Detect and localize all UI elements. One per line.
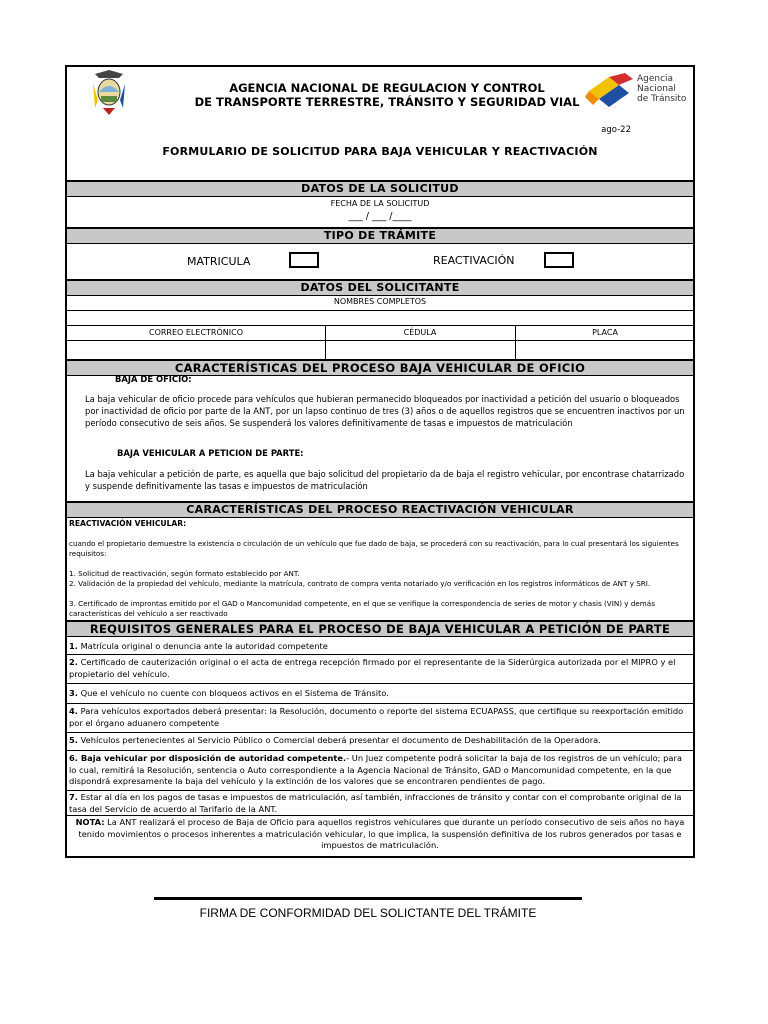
requisito-4-text: Para vehículos exportados deberá presentar: la Resolución, documento o reporte del sistema ECUAPASS, que certifique su reexportación emitido por el órgano aduanero competente <box>69 706 684 728</box>
option-matricula-label: MATRICULA <box>187 255 251 268</box>
signature-label: FIRMA DE CONFORMIDAD DEL SOLICTANTE DEL TRÁMITE <box>199 906 537 920</box>
nombres-label: NOMBRES COMPLETOS <box>333 297 427 306</box>
section-requisitos: REQUISITOS GENERALES PARA EL PROCESO DE BAJA VEHICULAR A PETICIÓN DE PARTE <box>67 620 693 637</box>
requisito-1-num: 1. <box>69 641 78 651</box>
reactivacion-subtitle: REACTIVACIÓN VEHICULAR: <box>69 519 187 528</box>
reactivacion-checkbox[interactable] <box>544 252 574 268</box>
requisito-3-num: 3. <box>69 688 78 698</box>
requisito-5-num: 5. <box>69 735 78 745</box>
requisito-3-text: Que el vehículo no cuente con bloqueos activos en el Sistema de Tránsito. <box>77 688 389 698</box>
requisito-6 <box>69 753 689 788</box>
cedula-label: CÉDULA <box>403 328 437 337</box>
baja-oficio-subtitle: BAJA DE OFICIO: <box>115 374 192 384</box>
requisito-7-num: 7. <box>69 792 78 802</box>
section-baja-oficio: CARACTERÍSTICAS DEL PROCESO BAJA VEHICULAR DE OFICIO <box>67 359 693 376</box>
signature-line[interactable] <box>154 897 582 900</box>
fecha-label: FECHA DE LA SOLICITUD <box>330 199 430 208</box>
requisito-6-text: - Un Juez competente podrá solicitar la baja de los registros de un vehículo; para lo cual, remitirá la Resolución, sentencia o Auto correspondiente a la Agencia Nacional de Tránsito, GAD o Mancomunidad competente, en la que dispondrá expresamente la baja del vehículo y la extinción de los valores que se encontraren pendientes de pago. <box>69 753 682 787</box>
ant-logo <box>585 71 695 115</box>
matricula-checkbox[interactable] <box>289 252 319 268</box>
ant-logo-icon <box>585 71 637 111</box>
nombres-field[interactable] <box>67 311 693 325</box>
ant-logo-line-3: de Tránsito <box>637 94 687 104</box>
section-tipo-tramite: TIPO DE TRÁMITE <box>67 227 693 244</box>
reactivacion-intro: cuando el propietario demuestre la existencia o circulación de un vehículo que fue dado de baja, se procederá con su reactivación, para lo cual presentará los siguientes requisitos: <box>69 539 679 559</box>
reactivacion-item-2: 2. Validación de la propiedad del vehículo, mediante la matrícula, contrato de compra venta notariado y/o verificación en los registros informáticos de ANT y SRI. <box>69 579 651 588</box>
nota-text: La ANT realizará el proceso de Baja de Oficio para aquellos registros vehiculares que durante un período consecutivo de seis años no haya tenido movimientos o procesos inherentes a matriculación vehicular, lo que implica, la suspensión definitiva de los rubros generados por tasas e impuestos de matriculación. <box>78 817 685 851</box>
reactivacion-item-3: 3. Certificado de improntas emitido por el GAD o Mancomunidad competente, en el que se verifique la correspondencia de series de motor y chasis (VIN) y demás características del vehículo a ser reactivado <box>69 599 655 619</box>
requisito-2 <box>69 657 689 680</box>
requisito-7-text: Estar al día en los pagos de tasas e impuestos de matriculación, así también, infracciones de tránsito y contar con el comprobante original de la tasa del Servicio de acuerdo al Tarifario de la ANT. <box>69 792 682 814</box>
section-datos-solicitante: DATOS DEL SOLICITANTE <box>67 279 693 296</box>
cedula-field[interactable] <box>325 341 515 358</box>
requisito-5-text: Vehículos pertenecientes al Servicio Público o Comercial deberá presentar el documento de Deshabilitación de la Operadora. <box>77 735 601 745</box>
ant-logo-text <box>637 74 686 104</box>
requisito-5 <box>69 735 689 747</box>
agency-line-1: AGENCIA NACIONAL DE REGULACION Y CONTROL <box>229 81 545 95</box>
requisito-1 <box>69 641 689 653</box>
agency-name <box>177 81 597 109</box>
section-reactivacion: CARACTERÍSTICAS DEL PROCESO REACTIVACIÓN VEHICULAR <box>67 501 693 518</box>
nota <box>75 817 685 852</box>
form-container <box>65 65 695 858</box>
form-version: ago-22 <box>601 125 631 135</box>
requisito-2-num: 2. <box>69 657 78 667</box>
section-datos-solicitud: DATOS DE LA SOLICITUD <box>67 180 693 197</box>
fecha-field[interactable]: ___ / ___ /____ <box>348 211 412 222</box>
baja-peticion-text: La baja vehicular a petición de parte, es aquella que bajo solicitud del propietario da de baja el registro vehicular, por encontrase chatarrizado y suspende definitivamente las tasas e impuestos de matriculación <box>85 469 685 491</box>
ant-logo-line-1: Agencia <box>637 74 674 84</box>
agency-line-2: DE TRANSPORTE TERRESTRE, TRÁNSITO Y SEGURIDAD VIAL <box>194 95 580 109</box>
nota-label: NOTA: <box>75 817 105 827</box>
requisito-4 <box>69 706 689 729</box>
requisito-1-text: Matrícula original o denuncia ante la autoridad competente <box>77 641 328 651</box>
correo-field[interactable] <box>67 341 325 358</box>
reactivacion-item-1: 1. Solicitud de reactivación, según formato establecido por ANT. <box>69 569 300 578</box>
baja-peticion-subtitle: BAJA VEHICULAR A PETICION DE PARTE: <box>117 448 304 458</box>
requisito-6-num: 6. Baja vehicular por disposición de autoridad competente. <box>69 753 347 763</box>
requisito-2-text: Certificado de cauterización original o el acta de entrega recepción firmado por el representante de la Siderúrgica autorizada por el MIPRO y el propietario del vehículo. <box>69 657 676 679</box>
requisito-4-num: 4. <box>69 706 78 716</box>
baja-oficio-text: La baja vehicular de oficio procede para vehículos que hubieran permanecido bloqueados por inactividad a petición del usuario o bloqueados por inactividad de oficio por parte de la ANT, por un lapso continuo de tres (3) años o de aquellos registros que se encuentren inactivos por un período consecutivo de seis años. Se suspenderá los valores definitivamente de tasas e impuestos de matriculación <box>85 394 685 428</box>
correo-label: CORREO ELECTRÓNICO <box>148 328 243 337</box>
form-title: FORMULARIO DE SOLICITUD PARA BAJA VEHICULAR Y REACTIVACIÓN <box>162 145 598 158</box>
requisito-3 <box>69 688 689 700</box>
placa-label: PLACA <box>592 328 618 337</box>
ecuador-coat-of-arms-icon <box>89 70 129 116</box>
option-reactivacion-label: REACTIVACIÓN <box>433 254 515 267</box>
ant-logo-line-2: Nacional <box>637 84 676 94</box>
requisito-7 <box>69 792 689 815</box>
placa-field[interactable] <box>515 341 695 358</box>
